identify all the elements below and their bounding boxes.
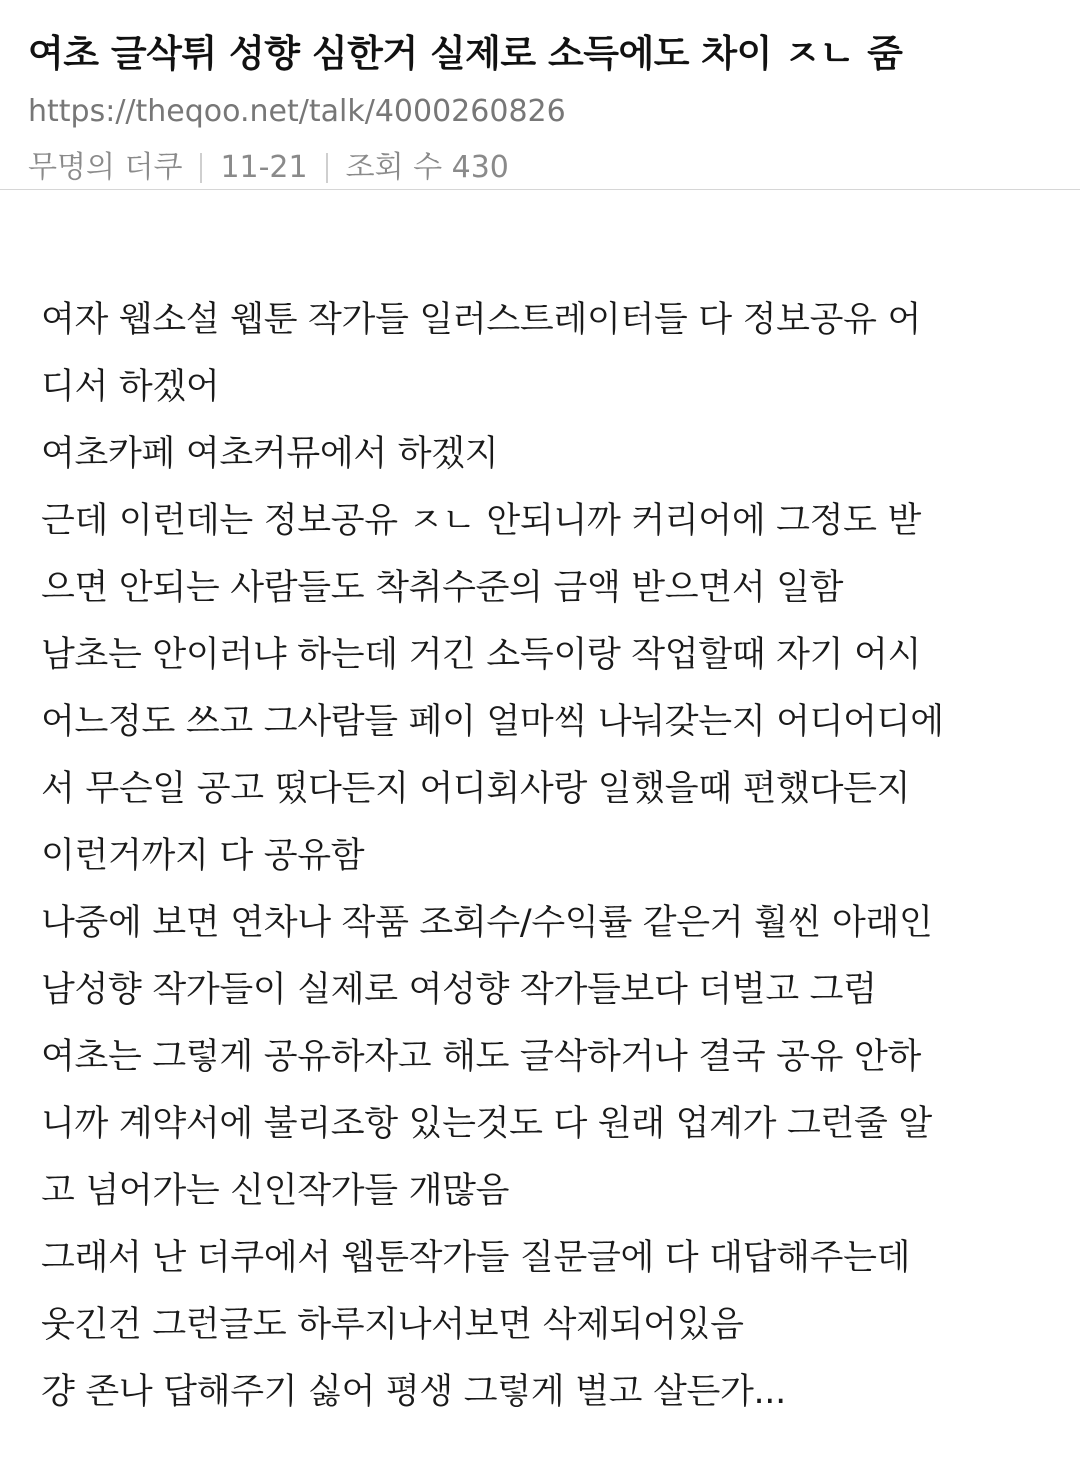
body-line: 디서 하겠어 [41, 367, 220, 407]
post-meta [28, 140, 1052, 196]
meta-divider [326, 153, 328, 183]
body-line: 으면 안되는 사람들도 착취수준의 금액 받으면서 일함 [41, 568, 844, 608]
author-name: 무명의 더쿠 [28, 150, 183, 185]
meta-divider [200, 153, 202, 183]
body-line: 남성향 작가들이 실제로 여성향 작가들보다 더벌고 그럼 [41, 970, 877, 1010]
body-line: 니까 계약서에 불리조항 있는것도 다 원래 업계가 그런줄 알 [41, 1104, 932, 1144]
body-line: 서 무슨일 공고 떴다든지 어디회사랑 일했을때 편했다든지 [41, 769, 911, 809]
body-line: 근데 이런데는 정보공유 ㅈㄴ 안되니까 커리어에 그정도 받 [41, 501, 922, 541]
body-line: 걍 존나 답해주기 싫어 평생 그렇게 벌고 살든가... [41, 1372, 786, 1412]
body-line: 여자 웹소설 웹툰 작가들 일러스트레이터들 다 정보공유 어 [41, 300, 922, 340]
post-header [0, 0, 1080, 190]
body-line: 어느정도 쓰고 그사람들 페이 얼마씩 나눠갖는지 어디어디에 [41, 702, 944, 742]
post-title: 여초 글삭튀 성향 심한거 실제로 소득에도 차이 ㅈㄴ 줌 [28, 32, 903, 75]
post-url[interactable]: https://theqoo.net/talk/4000260826 [28, 94, 566, 129]
body-line: 여초는 그렇게 공유하자고 해도 글삭하거나 결국 공유 안하 [41, 1037, 922, 1077]
post-date: 11-21 [220, 150, 308, 185]
body-line: 남초는 안이러냐 하는데 거긴 소득이랑 작업할때 자기 어시 [41, 635, 922, 675]
post-body [0, 190, 1080, 1426]
body-line: 그래서 난 더쿠에서 웹툰작가들 질문글에 다 대답해주는데 [41, 1238, 911, 1278]
body-line: 이런거까지 다 공유함 [41, 836, 365, 876]
view-count: 조회 수 430 [345, 150, 509, 185]
body-line: 고 넘어가는 신인작가들 개많음 [41, 1171, 510, 1211]
body-line: 여초카페 여초커뮤에서 하겠지 [41, 434, 499, 474]
body-line: 나중에 보면 연차나 작품 조회수/수익률 같은거 훨씬 아래인 [41, 903, 933, 943]
body-line: 웃긴건 그런글도 하루지나서보면 삭제되어있음 [41, 1305, 744, 1345]
